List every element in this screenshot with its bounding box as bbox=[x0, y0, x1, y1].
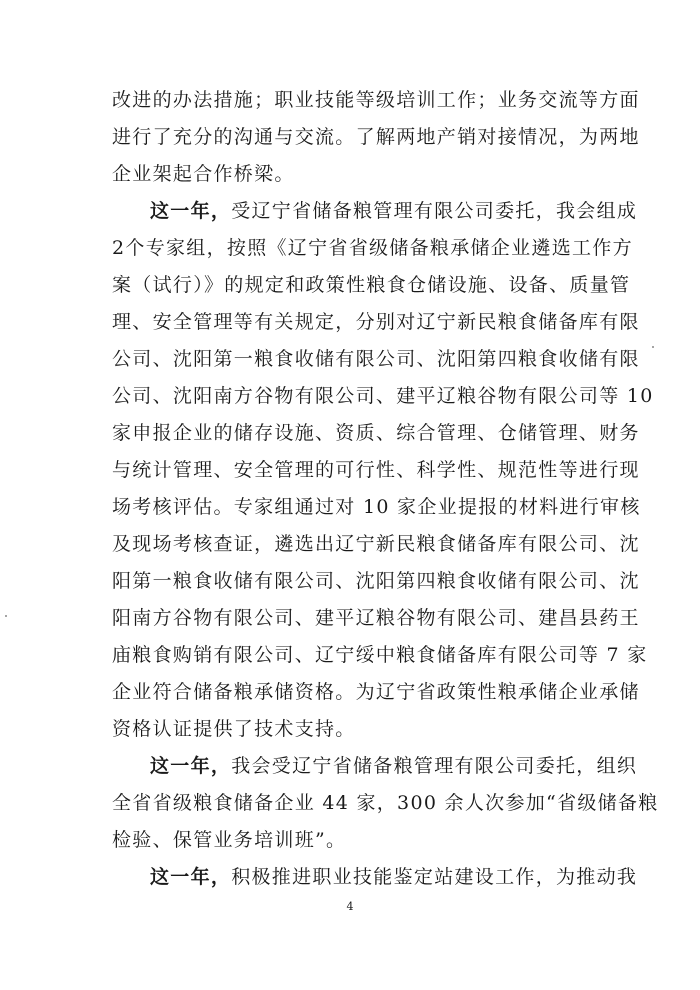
scan-speck bbox=[5, 615, 7, 617]
paragraph-2-line-9: 场考核评估。专家组通过对 10 家企业提报的材料进行审核 bbox=[112, 496, 641, 518]
page-number: 4 bbox=[346, 900, 354, 913]
paragraph-2-line-1 bbox=[150, 198, 638, 224]
paragraph-1-line-1: 改进的办法措施；职业技能等级培训工作；业务交流等方面 bbox=[112, 89, 640, 111]
paragraph-2-line-5: 公司、沈阳第一粮食收储有限公司、沈阳第四粮食收储有限 bbox=[112, 348, 640, 370]
paragraph-2-line-3: 案（试行）》的规定和政策性粮食仓储设施、设备、质量管 bbox=[112, 274, 631, 296]
paragraph-2-line-2: 2个专家组，按照《辽宁省省级储备粮承储企业遴选工作方 bbox=[112, 237, 633, 259]
paragraph-1-line-2: 进行了充分的沟通与交流。了解两地产销对接情况，为两地 bbox=[112, 126, 640, 148]
paragraph-2-line-6: 公司、沈阳南方谷物有限公司、建平辽粮谷物有限公司等 10 bbox=[112, 385, 654, 407]
paragraph-2-line-15: 资格认证提供了技术支持。 bbox=[112, 718, 356, 740]
paragraph-4-line-1-text: 积极推进职业技能鉴定站建设工作，为推动我 bbox=[231, 866, 638, 888]
paragraph-2-line-10: 及现场考核查证，遴选出辽宁新民粮食储备库有限公司、沈 bbox=[112, 533, 640, 555]
paragraph-4-line-1 bbox=[150, 864, 638, 890]
paragraph-2-line-12: 阳南方谷物有限公司、建平辽粮谷物有限公司、建昌县药王 bbox=[112, 607, 640, 629]
paragraph-1-line-3: 企业架起合作桥梁。 bbox=[112, 163, 295, 185]
paragraph-2-line-7: 家申报企业的储存设施、资质、综合管理、仓储管理、财务 bbox=[112, 422, 640, 444]
paragraph-3-line-1-text: 我会受辽宁省储备粮管理有限公司委托，组织 bbox=[231, 755, 638, 777]
paragraph-4-lead: 这一年， bbox=[150, 866, 232, 888]
paragraph-2-line-13: 庙粮食购销有限公司、辽宁绥中粮食储备库有限公司等 7 家 bbox=[112, 644, 648, 666]
scan-speck bbox=[652, 346, 654, 348]
paragraph-2-line-14: 企业符合储备粮承储资格。为辽宁省政策性粮承储企业承储 bbox=[112, 681, 640, 703]
paragraph-2-line-8: 与统计管理、安全管理的可行性、科学性、规范性等进行现 bbox=[112, 459, 640, 481]
paragraph-2-line-1-text: 受辽宁省储备粮管理有限公司委托，我会组成 bbox=[231, 200, 638, 222]
paragraph-3-line-2: 全省省级粮食储备企业 44 家，300 余人次参加“省级储备粮 bbox=[112, 792, 659, 814]
paragraph-3-line-1 bbox=[150, 753, 638, 779]
paragraph-2-lead: 这一年， bbox=[150, 200, 232, 222]
paragraph-2-line-4: 理、安全管理等有关规定，分别对辽宁新民粮食储备库有限 bbox=[112, 311, 640, 333]
paragraph-3-line-3: 检验、保管业务培训班”。 bbox=[112, 829, 347, 851]
paragraph-3-lead: 这一年， bbox=[150, 755, 232, 777]
paragraph-2-line-11: 阳第一粮食收储有限公司、沈阳第四粮食收储有限公司、沈 bbox=[112, 570, 640, 592]
